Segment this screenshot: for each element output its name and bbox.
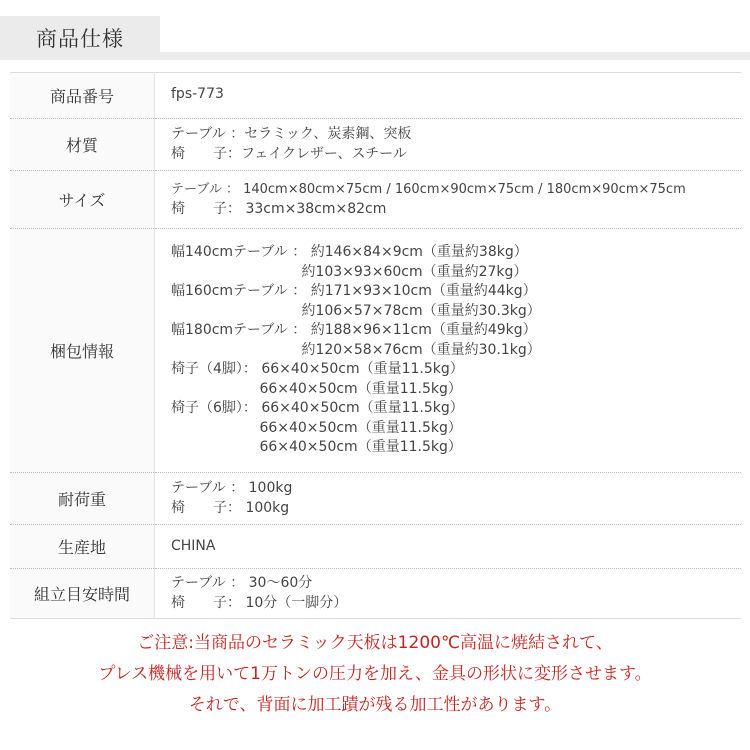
spec-value-line: 椅 子：フェイクレザー、スチール — [171, 145, 407, 162]
spec-value-line: 幅180cmテーブル ： 約188×96×11cm（重量約49kg） — [171, 322, 537, 339]
section-header — [0, 16, 750, 60]
spec-value-line: 66×40×50cm（重量11.5kg） — [171, 439, 462, 456]
spec-row-size — [10, 171, 741, 229]
spec-value-line: 幅160cmテーブル ： 約171×93×10cm（重量約44kg） — [171, 283, 537, 300]
spec-value-line: 66×40×50cm（重量11.5kg） — [171, 380, 462, 397]
spec-value-line: 椅 子： 100kg — [171, 499, 290, 516]
caution-line: それで、背面に加工蹟が残る加工性があります。 — [188, 695, 562, 715]
spec-value-line: 椅子（4脚）： 66×40×50cm（重量11.5kg） — [171, 361, 464, 378]
spec-row-packaging — [10, 229, 741, 473]
spec-label: 組立目安時間 — [10, 569, 155, 619]
spec-value — [155, 73, 742, 119]
spec-label: 商品番号 — [10, 73, 155, 119]
spec-value — [155, 229, 742, 473]
spec-value-line: CHINA — [171, 537, 216, 554]
spec-value-line: テーブル ： 30～60分 — [171, 575, 313, 591]
spec-value — [155, 569, 742, 619]
spec-row-load-capacity — [10, 473, 741, 525]
spec-value-line: テーブル ： 140cm×80cm×75cm / 160cm×90cm×75cm / 180cm×90cm×75cm — [171, 182, 686, 197]
spec-label: サイズ — [10, 171, 155, 229]
spec-row-material — [10, 119, 741, 171]
spec-value — [155, 171, 742, 229]
spec-label: 材質 — [10, 119, 155, 171]
spec-row-product-number — [10, 73, 741, 119]
spec-value-line: 約103×93×60cm（重量約27kg） — [171, 263, 528, 280]
caution-notice — [0, 628, 750, 721]
header-divider — [160, 52, 750, 60]
spec-value-line: 椅 子： 33cm×38cm×82cm — [171, 200, 387, 217]
spec-label: 耐荷重 — [10, 473, 155, 525]
spec-value-line: 約120×58×76cm（重量約30.1kg） — [171, 341, 541, 358]
spec-value — [155, 525, 742, 569]
spec-row-assembly-time — [10, 569, 741, 619]
spec-value-line: 約106×57×78cm（重量約30.3kg） — [171, 302, 541, 319]
spec-value — [155, 473, 742, 525]
section-title: 商品仕様 — [0, 16, 160, 60]
spec-label: 梱包情報 — [10, 229, 155, 473]
spec-value-line: テーブル ： 100kg — [171, 480, 293, 496]
caution-line: ご注意:当商品のセラミック天板は1200℃高温に焼結されて、 — [137, 633, 613, 653]
spec-value-line: fps-773 — [171, 86, 224, 102]
spec-value — [155, 119, 742, 171]
spec-label: 生産地 — [10, 525, 155, 569]
spec-value-line: 椅 子： 10分（一脚分） — [171, 594, 348, 611]
spec-value-line: 椅子（6脚）： 66×40×50cm（重量11.5kg） — [171, 400, 464, 417]
spec-row-origin — [10, 525, 741, 569]
spec-table — [10, 72, 741, 619]
caution-line: プレス機械を用いて1万トンの圧力を加え、金具の形状に変形させます。 — [98, 664, 652, 684]
spec-value-line: 66×40×50cm（重量11.5kg） — [171, 419, 462, 436]
spec-value-line: 幅140cmテーブル ： 約146×84×9cm（重量約38kg） — [171, 244, 528, 261]
spec-value-line: テーブル ：セラミック、炭素鋼、突板 — [171, 126, 412, 142]
